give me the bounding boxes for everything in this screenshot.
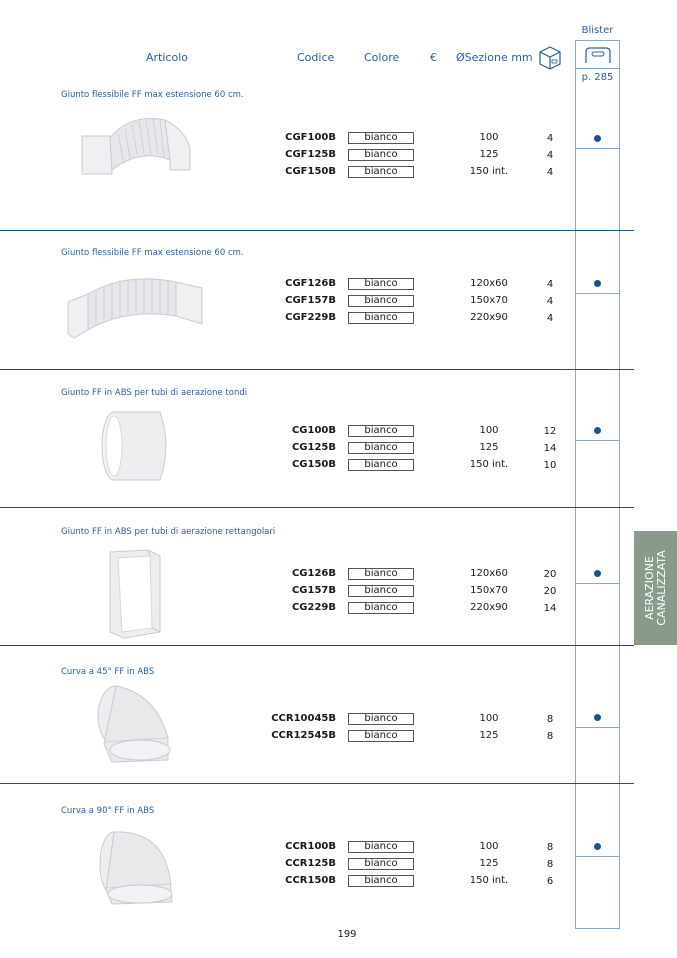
blister-header-divider [576,68,619,69]
section-title: Giunto flessibile FF max estensione 60 cm. [61,90,244,100]
blister-page-ref: p. 285 [581,72,614,83]
blister-column [575,40,620,929]
product-code: CCR125B [285,858,336,869]
color-field: bianco [348,312,414,324]
color-field: bianco [348,425,414,437]
section-size: 100 [479,132,499,143]
color-field: bianco [348,132,414,144]
product-code: CGF125B [285,149,336,160]
section-size: 220x90 [470,312,508,323]
pack-quantity: 8 [546,731,554,742]
section-size: 125 [479,149,499,160]
box-icon [536,44,564,72]
blister-available-dot [594,135,601,142]
blister-row-divider [576,293,619,294]
blister-hook-icon [583,46,613,64]
product-code: CG125B [291,442,336,453]
header-codice: Codice [297,51,335,64]
section-size: 100 [479,713,499,724]
product-code: CCR12545B [271,730,336,741]
section-divider [0,507,634,508]
color-field: bianco [348,841,414,853]
pack-quantity: 4 [546,133,554,144]
color-field: bianco [348,295,414,307]
blister-available-dot [594,570,601,577]
round-abs-joint-image [98,406,176,486]
pack-quantity: 6 [546,876,554,887]
color-field: bianco [348,568,414,580]
section-size: 125 [479,730,499,741]
category-label-line-2: CANALIZZATA [654,550,668,626]
section-divider [0,369,634,370]
section-title: Giunto FF in ABS per tubi di aerazione rettangolari [61,527,276,537]
pack-quantity: 4 [546,279,554,290]
category-side-tab [634,531,677,645]
section-title: Giunto flessibile FF max estensione 60 cm. [61,248,244,258]
pack-quantity: 10 [543,460,557,471]
curve-90-image [96,824,178,908]
section-divider [0,230,634,231]
product-code: CCR150B [285,875,336,886]
section-title: Giunto FF in ABS per tubi di aerazione tondi [61,388,248,398]
blister-row-divider [576,727,619,728]
flexible-round-joint-image [80,108,195,178]
color-field: bianco [348,459,414,471]
product-code: CG100B [291,425,336,436]
color-field: bianco [348,730,414,742]
product-code: CGF150B [285,166,336,177]
product-code: CGF100B [285,132,336,143]
blister-title: Blister [581,25,614,36]
rectangular-abs-joint-image [104,548,166,640]
pack-quantity: 14 [543,603,557,614]
flexible-rectangular-joint-image [66,268,206,340]
blister-row-divider [576,440,619,441]
pack-quantity: 4 [546,313,554,324]
blister-available-dot [594,714,601,721]
category-label [644,550,668,625]
product-code: CG229B [291,602,336,613]
section-title: Curva a 90° FF in ABS [61,806,155,816]
blister-row-divider [576,148,619,149]
header-colore: Colore [364,51,400,64]
product-code: CGF229B [285,312,336,323]
section-size: 125 [479,858,499,869]
pack-quantity: 4 [546,296,554,307]
pack-quantity: 20 [543,569,557,580]
section-size: 150 int. [469,875,509,886]
section-title: Curva a 45° FF in ABS [61,667,155,677]
color-field: bianco [348,602,414,614]
pack-quantity: 8 [546,842,554,853]
product-code: CG126B [291,568,336,579]
blister-row-divider [576,856,619,857]
pack-quantity: 12 [543,426,557,437]
product-code: CGF157B [285,295,336,306]
header-articolo: Articolo [146,51,188,64]
section-size: 125 [479,442,499,453]
category-label-line-1: AERAZIONE [642,556,656,620]
section-size: 100 [479,841,499,852]
section-size: 150x70 [470,585,508,596]
header-euro: € [430,51,437,64]
color-field: bianco [348,858,414,870]
color-field: bianco [348,149,414,161]
section-divider [0,783,634,784]
product-code: CG150B [291,459,336,470]
color-field: bianco [348,585,414,597]
pack-quantity: 14 [543,443,557,454]
section-size: 100 [479,425,499,436]
product-code: CGF126B [285,278,336,289]
color-field: bianco [348,713,414,725]
color-field: bianco [348,442,414,454]
header-sezione: ØSezione mm [456,51,533,64]
pack-quantity: 4 [546,150,554,161]
product-code: CG157B [291,585,336,596]
blister-row-divider [576,583,619,584]
blister-available-dot [594,843,601,850]
color-field: bianco [348,278,414,290]
section-size: 120x60 [470,278,508,289]
product-code: CCR100B [285,841,336,852]
product-code: CCR10045B [271,713,336,724]
section-size: 150 int. [469,459,509,470]
section-size: 150x70 [470,295,508,306]
blister-available-dot [594,427,601,434]
color-field: bianco [348,166,414,178]
section-size: 120x60 [470,568,508,579]
pack-quantity: 20 [543,586,557,597]
pack-quantity: 8 [546,714,554,725]
section-size: 220x90 [470,602,508,613]
pack-quantity: 4 [546,167,554,178]
blister-available-dot [594,280,601,287]
section-size: 150 int. [469,166,509,177]
pack-quantity: 8 [546,859,554,870]
curve-45-image [94,680,176,770]
page-number: 199 [337,929,357,940]
color-field: bianco [348,875,414,887]
section-divider [0,645,634,646]
